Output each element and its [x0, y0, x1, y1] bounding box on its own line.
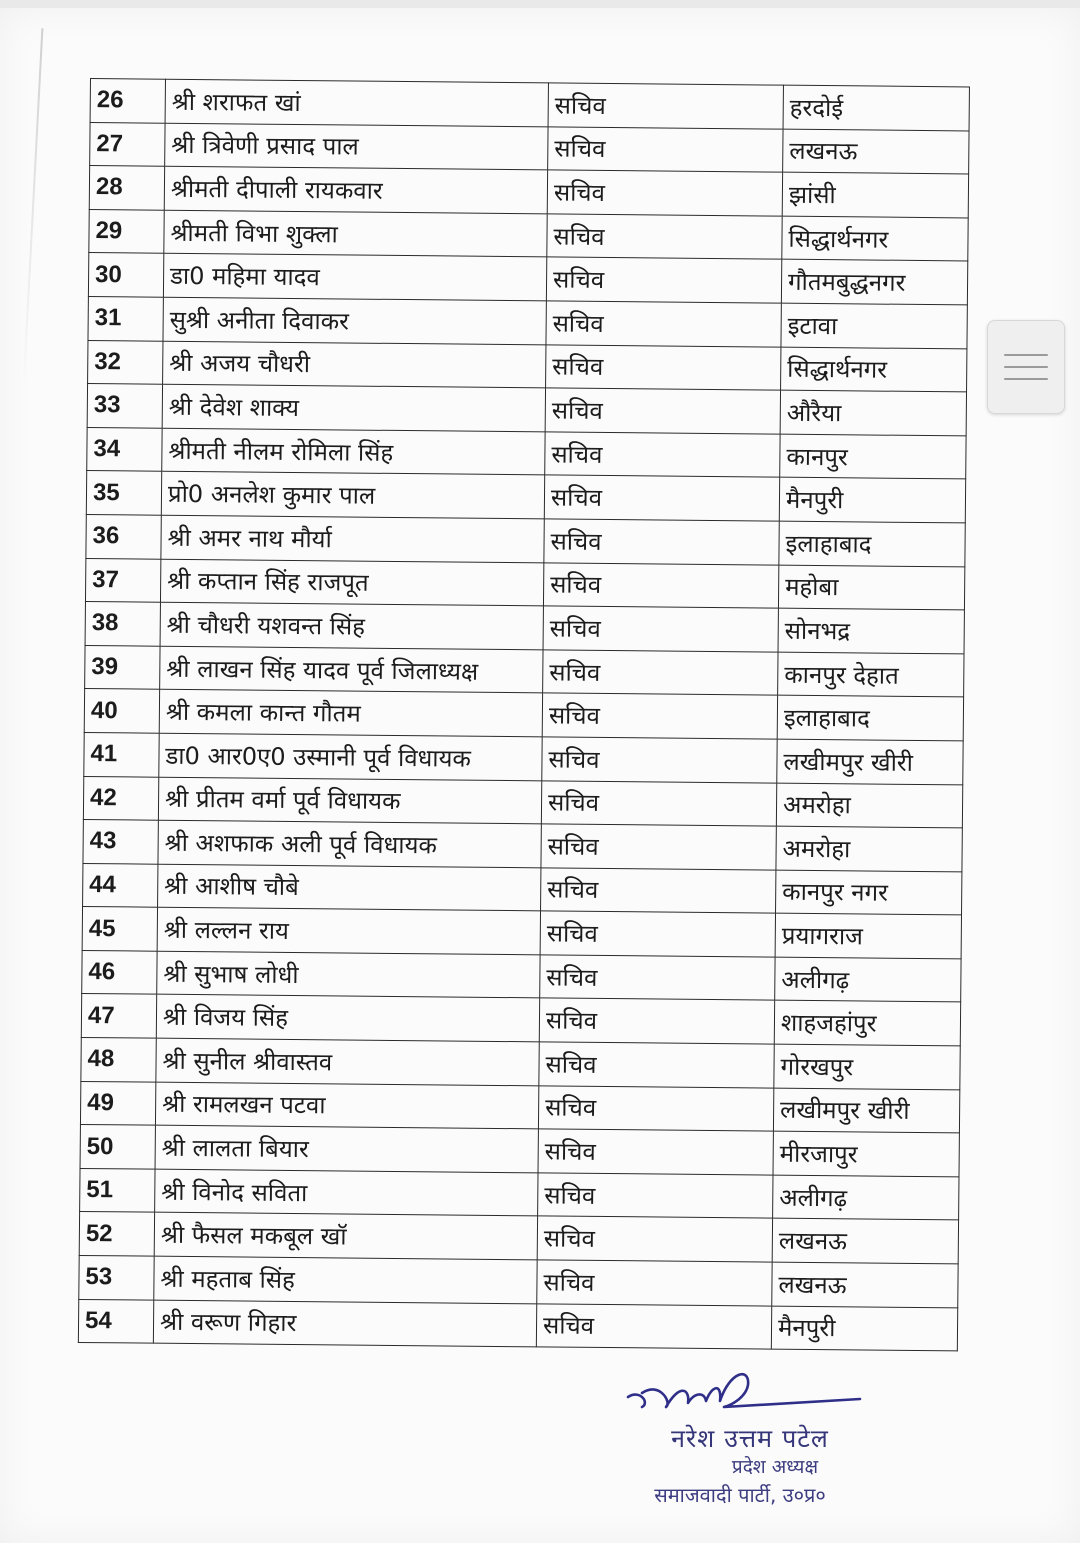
- post-cell: सचिव: [536, 1303, 771, 1349]
- serial-number-cell: 27: [90, 122, 165, 166]
- member-name-cell: श्री त्रिवेणी प्रसाद पाल: [165, 123, 548, 170]
- district-cell: अमरोहा: [776, 826, 962, 871]
- post-cell: सचिव: [545, 432, 780, 478]
- serial-number-cell: 47: [81, 994, 156, 1038]
- serial-number-cell: 46: [82, 950, 157, 994]
- serial-number-cell: 28: [89, 166, 164, 210]
- serial-number-cell: 41: [84, 732, 159, 776]
- member-list-table: [78, 78, 970, 1352]
- post-cell: सचिव: [538, 1086, 773, 1132]
- post-cell: सचिव: [547, 170, 782, 216]
- district-cell: लखनऊ: [772, 1262, 958, 1307]
- table-row: [78, 1299, 957, 1351]
- member-name-cell: श्रीमती विभा शुक्ला: [164, 210, 547, 257]
- member-name-cell: श्री लाखन सिंह यादव पूर्व जिलाध्यक्ष: [160, 646, 543, 693]
- post-cell: सचिव: [541, 868, 776, 914]
- post-cell: सचिव: [540, 911, 775, 957]
- district-cell: लखनऊ: [783, 129, 969, 174]
- post-cell: सचिव: [541, 780, 776, 826]
- paper-fold-line: [23, 28, 44, 388]
- serial-number-cell: 35: [86, 471, 161, 515]
- district-cell: लखीमपुर खीरी: [773, 1088, 959, 1133]
- serial-number-cell: 50: [80, 1125, 155, 1169]
- serial-number-cell: 45: [82, 907, 157, 951]
- district-cell: महोबा: [778, 565, 964, 610]
- menu-lines-icon: [1004, 378, 1048, 380]
- member-name-cell: श्री देवेश शाक्य: [162, 384, 545, 431]
- district-cell: लखीमपुर खीरी: [777, 739, 963, 784]
- member-name-cell: श्री विनोद सविता: [155, 1169, 538, 1216]
- member-name-cell: श्री प्रीतम वर्मा पूर्व विधायक: [158, 777, 541, 824]
- member-name-cell: श्रीमती दीपाली रायकवार: [164, 166, 547, 213]
- serial-number-cell: 40: [84, 689, 159, 733]
- serial-number-cell: 49: [80, 1081, 155, 1125]
- post-cell: सचिव: [546, 344, 781, 390]
- district-cell: अमरोहा: [776, 783, 962, 828]
- district-cell: इलाहाबाद: [777, 695, 963, 740]
- signature-block: [620, 1363, 900, 1523]
- serial-number-cell: 48: [81, 1038, 156, 1082]
- district-cell: लखनऊ: [772, 1219, 958, 1264]
- post-cell: सचिव: [538, 1173, 773, 1219]
- district-cell: अलीगढ़: [773, 1175, 959, 1220]
- district-cell: मीरजापुर: [773, 1131, 959, 1176]
- member-name-cell: श्री अमर नाथ मौर्या: [161, 515, 544, 562]
- member-name-cell: डा0 आर0ए0 उस्मानी पूर्व विधायक: [159, 733, 542, 780]
- post-cell: सचिव: [538, 1129, 773, 1175]
- serial-number-cell: 39: [85, 645, 160, 689]
- district-cell: कानपुर नगर: [776, 870, 962, 915]
- serial-number-cell: 38: [85, 602, 160, 646]
- district-cell: गोरखपुर: [774, 1044, 960, 1089]
- serial-number-cell: 53: [79, 1255, 154, 1299]
- serial-number-cell: 37: [85, 558, 160, 602]
- signatory-title: प्रदेश अध्यक्ष: [731, 1456, 819, 1478]
- serial-number-cell: 43: [83, 820, 158, 864]
- district-cell: कानपुर: [780, 434, 966, 479]
- post-cell: सचिव: [543, 606, 778, 652]
- district-cell: हरदोई: [783, 85, 969, 130]
- serial-number-cell: 33: [87, 384, 162, 428]
- member-name-cell: श्री रामलखन पटवा: [155, 1082, 538, 1129]
- menu-lines-icon: [1004, 354, 1048, 356]
- post-cell: सचिव: [543, 650, 778, 696]
- member-name-cell: श्री अजय चौधरी: [163, 341, 546, 388]
- member-name-cell: श्री कमला कान्त गौतम: [159, 690, 542, 737]
- member-name-cell: श्री विजय सिंह: [156, 995, 539, 1042]
- post-cell: सचिव: [539, 998, 774, 1044]
- member-list-body: [78, 79, 969, 1352]
- district-cell: अलीगढ़: [775, 957, 961, 1002]
- member-name-cell: श्री फैसल मकबूल खॉ: [154, 1213, 537, 1260]
- district-cell: इलाहाबाद: [779, 521, 965, 566]
- post-cell: सचिव: [542, 737, 777, 783]
- menu-lines-icon: [1004, 366, 1048, 368]
- post-cell: सचिव: [537, 1260, 772, 1306]
- member-name-cell: श्री कप्तान सिंह राजपूत: [160, 559, 543, 606]
- district-cell: सिद्धार्थनगर: [782, 216, 968, 261]
- member-name-cell: श्री लालता बियार: [155, 1125, 538, 1172]
- district-cell: औरैया: [780, 390, 966, 435]
- serial-number-cell: 30: [88, 253, 163, 297]
- district-cell: मैनपुरी: [779, 477, 965, 522]
- member-name-cell: सुश्री अनीता दिवाकर: [163, 297, 546, 344]
- district-cell: प्रयागराज: [775, 913, 961, 958]
- post-cell: सचिव: [544, 519, 779, 565]
- district-cell: मैनपुरी: [771, 1306, 957, 1351]
- post-cell: सचिव: [546, 301, 781, 347]
- post-cell: सचिव: [548, 83, 783, 129]
- post-cell: सचिव: [546, 257, 781, 303]
- handwritten-signature: [620, 1363, 880, 1423]
- side-menu-handle[interactable]: [987, 320, 1065, 414]
- serial-number-cell: 32: [88, 340, 163, 384]
- serial-number-cell: 29: [89, 209, 164, 253]
- serial-number-cell: 36: [86, 514, 161, 558]
- serial-number-cell: 31: [88, 296, 163, 340]
- serial-number-cell: 34: [87, 427, 162, 471]
- serial-number-cell: 54: [78, 1299, 153, 1343]
- serial-number-cell: 51: [80, 1168, 155, 1212]
- member-name-cell: प्रो0 अनलेश कुमार पाल: [161, 472, 544, 519]
- post-cell: सचिव: [539, 1042, 774, 1088]
- member-name-cell: श्री महताब सिंह: [154, 1256, 537, 1303]
- post-cell: सचिव: [541, 824, 776, 870]
- signatory-name: नरेश उत्तम पटेल: [671, 1424, 829, 1453]
- member-name-cell: श्री चौधरी यशवन्त सिंह: [160, 602, 543, 649]
- serial-number-cell: 26: [90, 79, 165, 123]
- post-cell: सचिव: [545, 388, 780, 434]
- post-cell: सचिव: [548, 126, 783, 172]
- document-page: [0, 8, 1080, 1543]
- member-name-cell: श्री सुनील श्रीवास्तव: [156, 1038, 539, 1085]
- district-cell: इटावा: [781, 303, 967, 348]
- district-cell: गौतमबुद्धनगर: [781, 260, 967, 305]
- serial-number-cell: 52: [79, 1212, 154, 1256]
- post-cell: सचिव: [537, 1216, 772, 1262]
- serial-number-cell: 42: [83, 776, 158, 820]
- member-name-cell: श्री अशफाक अली पूर्व विधायक: [158, 820, 541, 867]
- post-cell: सचिव: [540, 955, 775, 1001]
- member-name-cell: श्री सुभाष लोधी: [157, 951, 540, 998]
- post-cell: सचिव: [542, 693, 777, 739]
- district-cell: झांसी: [782, 172, 968, 217]
- member-name-cell: श्री लल्लन राय: [157, 907, 540, 954]
- district-cell: सोनभद्र: [778, 608, 964, 653]
- member-name-cell: डा0 महिमा यादव: [163, 254, 546, 301]
- post-cell: सचिव: [543, 562, 778, 608]
- member-name-cell: श्री शराफत खां: [165, 79, 548, 126]
- member-name-cell: श्री आशीष चौबे: [158, 864, 541, 911]
- district-cell: कानपुर देहात: [778, 652, 964, 697]
- post-cell: सचिव: [544, 475, 779, 521]
- member-name-cell: श्रीमती नीलम रोमिला सिंह: [162, 428, 545, 475]
- post-cell: सचिव: [547, 214, 782, 260]
- district-cell: शाहजहांपुर: [774, 1001, 960, 1046]
- district-cell: सिद्धार्थनगर: [781, 347, 967, 392]
- member-name-cell: श्री वरूण गिहार: [153, 1300, 536, 1347]
- serial-number-cell: 44: [83, 863, 158, 907]
- signatory-organisation: समाजवादी पार्टी, उ०प्र०: [654, 1483, 826, 1507]
